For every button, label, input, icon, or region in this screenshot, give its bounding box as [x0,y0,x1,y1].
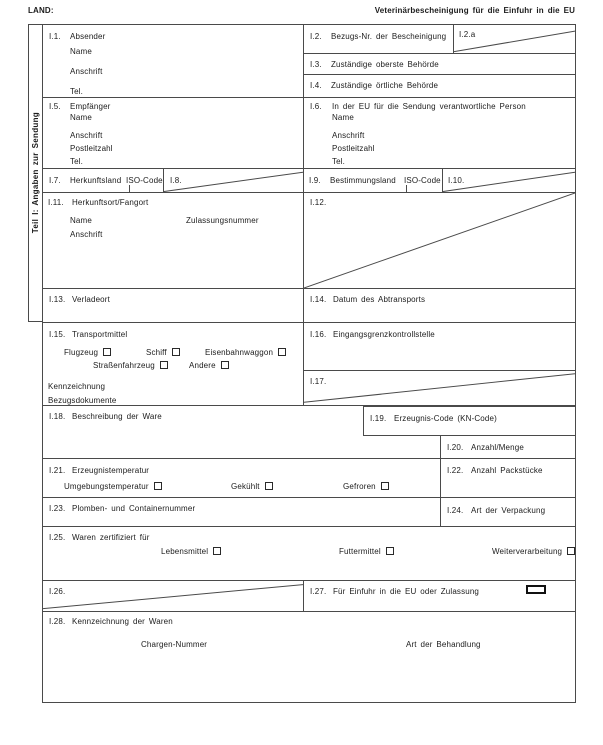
form-right-border [575,24,576,703]
i28-art-behandlung-label: Art der Behandlung [406,640,481,649]
diagonal-line [43,581,303,611]
part1-side-label: Teil I: Angaben zur Sendung [31,112,40,234]
i3-number: I.3. [310,60,322,69]
i23-number: I.23. [49,504,66,513]
i15-number: I.15. [49,330,66,339]
field-i1-absender [42,24,303,97]
i4-number: I.4. [310,81,322,90]
i11-zulassungsnummer-label: Zulassungsnummer [186,216,259,225]
i15-eisenbahnwaggon-label: Eisenbahnwaggon [205,348,274,357]
field-i26 [42,580,303,611]
i6-anschrift-label: Anschrift [332,131,365,140]
i5-anschrift-label: Anschrift [70,131,103,140]
i11-name-label: Name [70,216,92,225]
field-i5-empfaenger [42,97,303,168]
i21-label: Erzeugnistemperatur [72,466,150,475]
i20-number: I.20. [447,443,464,452]
field-i19-erzeugnis-code [363,406,575,435]
i28-chargen-nummer-label: Chargen-Nummer [141,640,208,649]
i15-label: Transportmittel [72,330,128,339]
i6-label: In der EU für die Sendung verantwortliche Person [332,102,526,111]
checkbox-flugzeug[interactable] [103,348,111,356]
i27-label: Für Einfuhr in die EU oder Zulassung [333,587,480,596]
checkbox-gefroren[interactable] [381,482,389,490]
diagonal-line [443,169,575,192]
i17-number: I.17. [310,377,327,386]
i1-label: Absender [70,32,106,41]
i21-umgebungstemperatur-label: Umgebungstemperatur [64,482,149,491]
i27-selection-box[interactable] [526,585,546,594]
i4-label: Zuständige örtliche Behörde [331,81,439,90]
checkbox-umgebungstemperatur[interactable] [154,482,162,490]
checkbox-weiterverarbeitung[interactable] [567,547,575,555]
i5-number: I.5. [49,102,61,111]
i15-bezugsdokumente-label: Bezugsdokumente [48,396,117,405]
i25-label: Waren zertifiziert für [72,533,150,542]
field-i2a [453,24,575,53]
field-i2-bezugsnr [303,24,453,53]
i6-number: I.6. [310,102,322,111]
field-i23-plomben-containernummer [42,497,440,526]
i5-tel-label: Tel. [70,157,84,166]
i7-label: Herkunftsland [70,176,122,185]
i21-gefroren-label: Gefroren [343,482,376,491]
i2-number: I.2. [310,32,322,41]
diagonal-line [454,25,575,53]
form-title: Veterinärbescheinigung für die Einfuhr in die EU [374,6,575,15]
i22-number: I.22. [447,466,464,475]
i9-number: I.9. [309,176,321,185]
i15-kennzeichnung-label: Kennzeichnung [48,382,106,391]
i7-iso-code-label: ISO-Code [126,176,163,185]
i1-tel-label: Tel. [70,87,84,96]
i5-name-label: Name [70,113,92,122]
i25-number: I.25. [49,533,66,542]
i1-number: I.1. [49,32,61,41]
i23-label: Plomben- und Containernummer [72,504,196,513]
i21-number: I.21. [49,466,66,475]
i6-plz-label: Postleitzahl [332,144,375,153]
field-i20-anzahl-menge [440,435,575,458]
field-i25-waren-zertifiziert [42,526,575,580]
i9-label: Bestimmungsland [330,176,396,185]
i16-number: I.16. [310,330,327,339]
checkbox-lebensmittel[interactable] [213,547,221,555]
field-i7-herkunftsland [42,168,163,192]
i6-tel-label: Tel. [332,157,346,166]
i18-label: Beschreibung der Ware [72,412,162,421]
i28-number: I.28. [49,617,66,626]
i25-weiterverarbeitung-label: Weiterverarbeitung [492,547,563,556]
field-i3-oberste-behoerde [303,53,575,74]
i24-label: Art der Verpackung [471,506,546,515]
field-i6-verantwortliche-person [303,97,575,168]
field-i16-grenzkontrollstelle [303,322,575,370]
i19-label: Erzeugnis-Code (KN-Code) [394,414,497,423]
checkbox-futtermittel[interactable] [386,547,394,555]
i13-label: Verladeort [72,295,110,304]
i15-strassenfahrzeug-label: Straßenfahrzeug [93,361,155,370]
field-i10 [442,168,575,192]
i14-label: Datum des Abtransports [333,295,426,304]
field-i21-erzeugnistemperatur [42,458,440,497]
i9-iso-code-label: ISO-Code [404,176,441,185]
i10-number: I.10. [448,176,465,185]
checkbox-strassenfahrzeug[interactable] [160,361,168,369]
i11-anschrift-label: Anschrift [70,230,103,239]
i15-schiff-label: Schiff [146,348,167,357]
i1-anschrift-label: Anschrift [70,67,103,76]
field-i9-bestimmungsland [303,168,442,192]
i19-bottom-line [363,435,440,436]
i12-number: I.12. [310,198,327,207]
i16-label: Eingangsgrenzkontrollstelle [333,330,435,339]
diagonal-line [164,169,303,192]
checkbox-eisenbahnwaggon[interactable] [278,348,286,356]
i22-label: Anzahl Packstücke [471,466,543,475]
field-i27-einfuhr-zulassung [303,580,575,611]
i11-number: I.11. [48,198,64,207]
country-label: LAND: [28,6,54,15]
field-i14-datum-abtransport [303,288,575,322]
i14-number: I.14. [310,295,327,304]
field-i17 [303,370,575,405]
checkbox-andere[interactable] [221,361,229,369]
i25-lebensmittel-label: Lebensmittel [161,547,209,556]
field-i13-verladeort [42,288,303,322]
i15-flugzeug-label: Flugzeug [64,348,99,357]
i19-number: I.19. [370,414,387,423]
form-bottom-border [42,702,576,703]
field-i12 [303,192,575,288]
i18-number: I.18. [49,412,66,421]
field-i4-oertliche-behoerde [303,74,575,97]
i8-number: I.8. [170,176,182,185]
i1-name-label: Name [70,47,92,56]
i21-gekuehlt-label: Gekühlt [231,482,260,491]
checkbox-gekuehlt[interactable] [265,482,273,490]
i2-label: Bezugs-Nr. der Bescheinigung [331,32,447,41]
i5-plz-label: Postleitzahl [70,144,113,153]
i27-number: I.27. [310,587,327,596]
field-i8 [163,168,303,192]
diagonal-line [304,193,575,288]
i3-label: Zuständige oberste Behörde [331,60,439,69]
i6-name-label: Name [332,113,354,122]
diagonal-line [304,371,575,405]
i2a-number: I.2.a [459,30,476,39]
i5-label: Empfänger [70,102,111,111]
i28-label: Kennzeichnung der Waren [72,617,173,626]
field-i24-art-verpackung [440,497,575,526]
i11-label: Herkunftsort/Fangort [72,198,149,207]
field-i22-anzahl-packstuecke [440,458,575,497]
i24-number: I.24. [447,506,464,515]
field-i28-kennzeichnung-waren [42,611,575,703]
i25-futtermittel-label: Futtermittel [339,547,381,556]
field-i11-herkunftsort [42,192,303,288]
i20-label: Anzahl/Menge [471,443,524,452]
i13-number: I.13. [49,295,66,304]
part1-side-band [28,24,42,322]
checkbox-schiff[interactable] [172,348,180,356]
i26-number: I.26. [49,587,66,596]
field-i15-transportmittel [42,322,303,405]
i7-number: I.7. [49,176,61,185]
i15-andere-label: Andere [189,361,216,370]
